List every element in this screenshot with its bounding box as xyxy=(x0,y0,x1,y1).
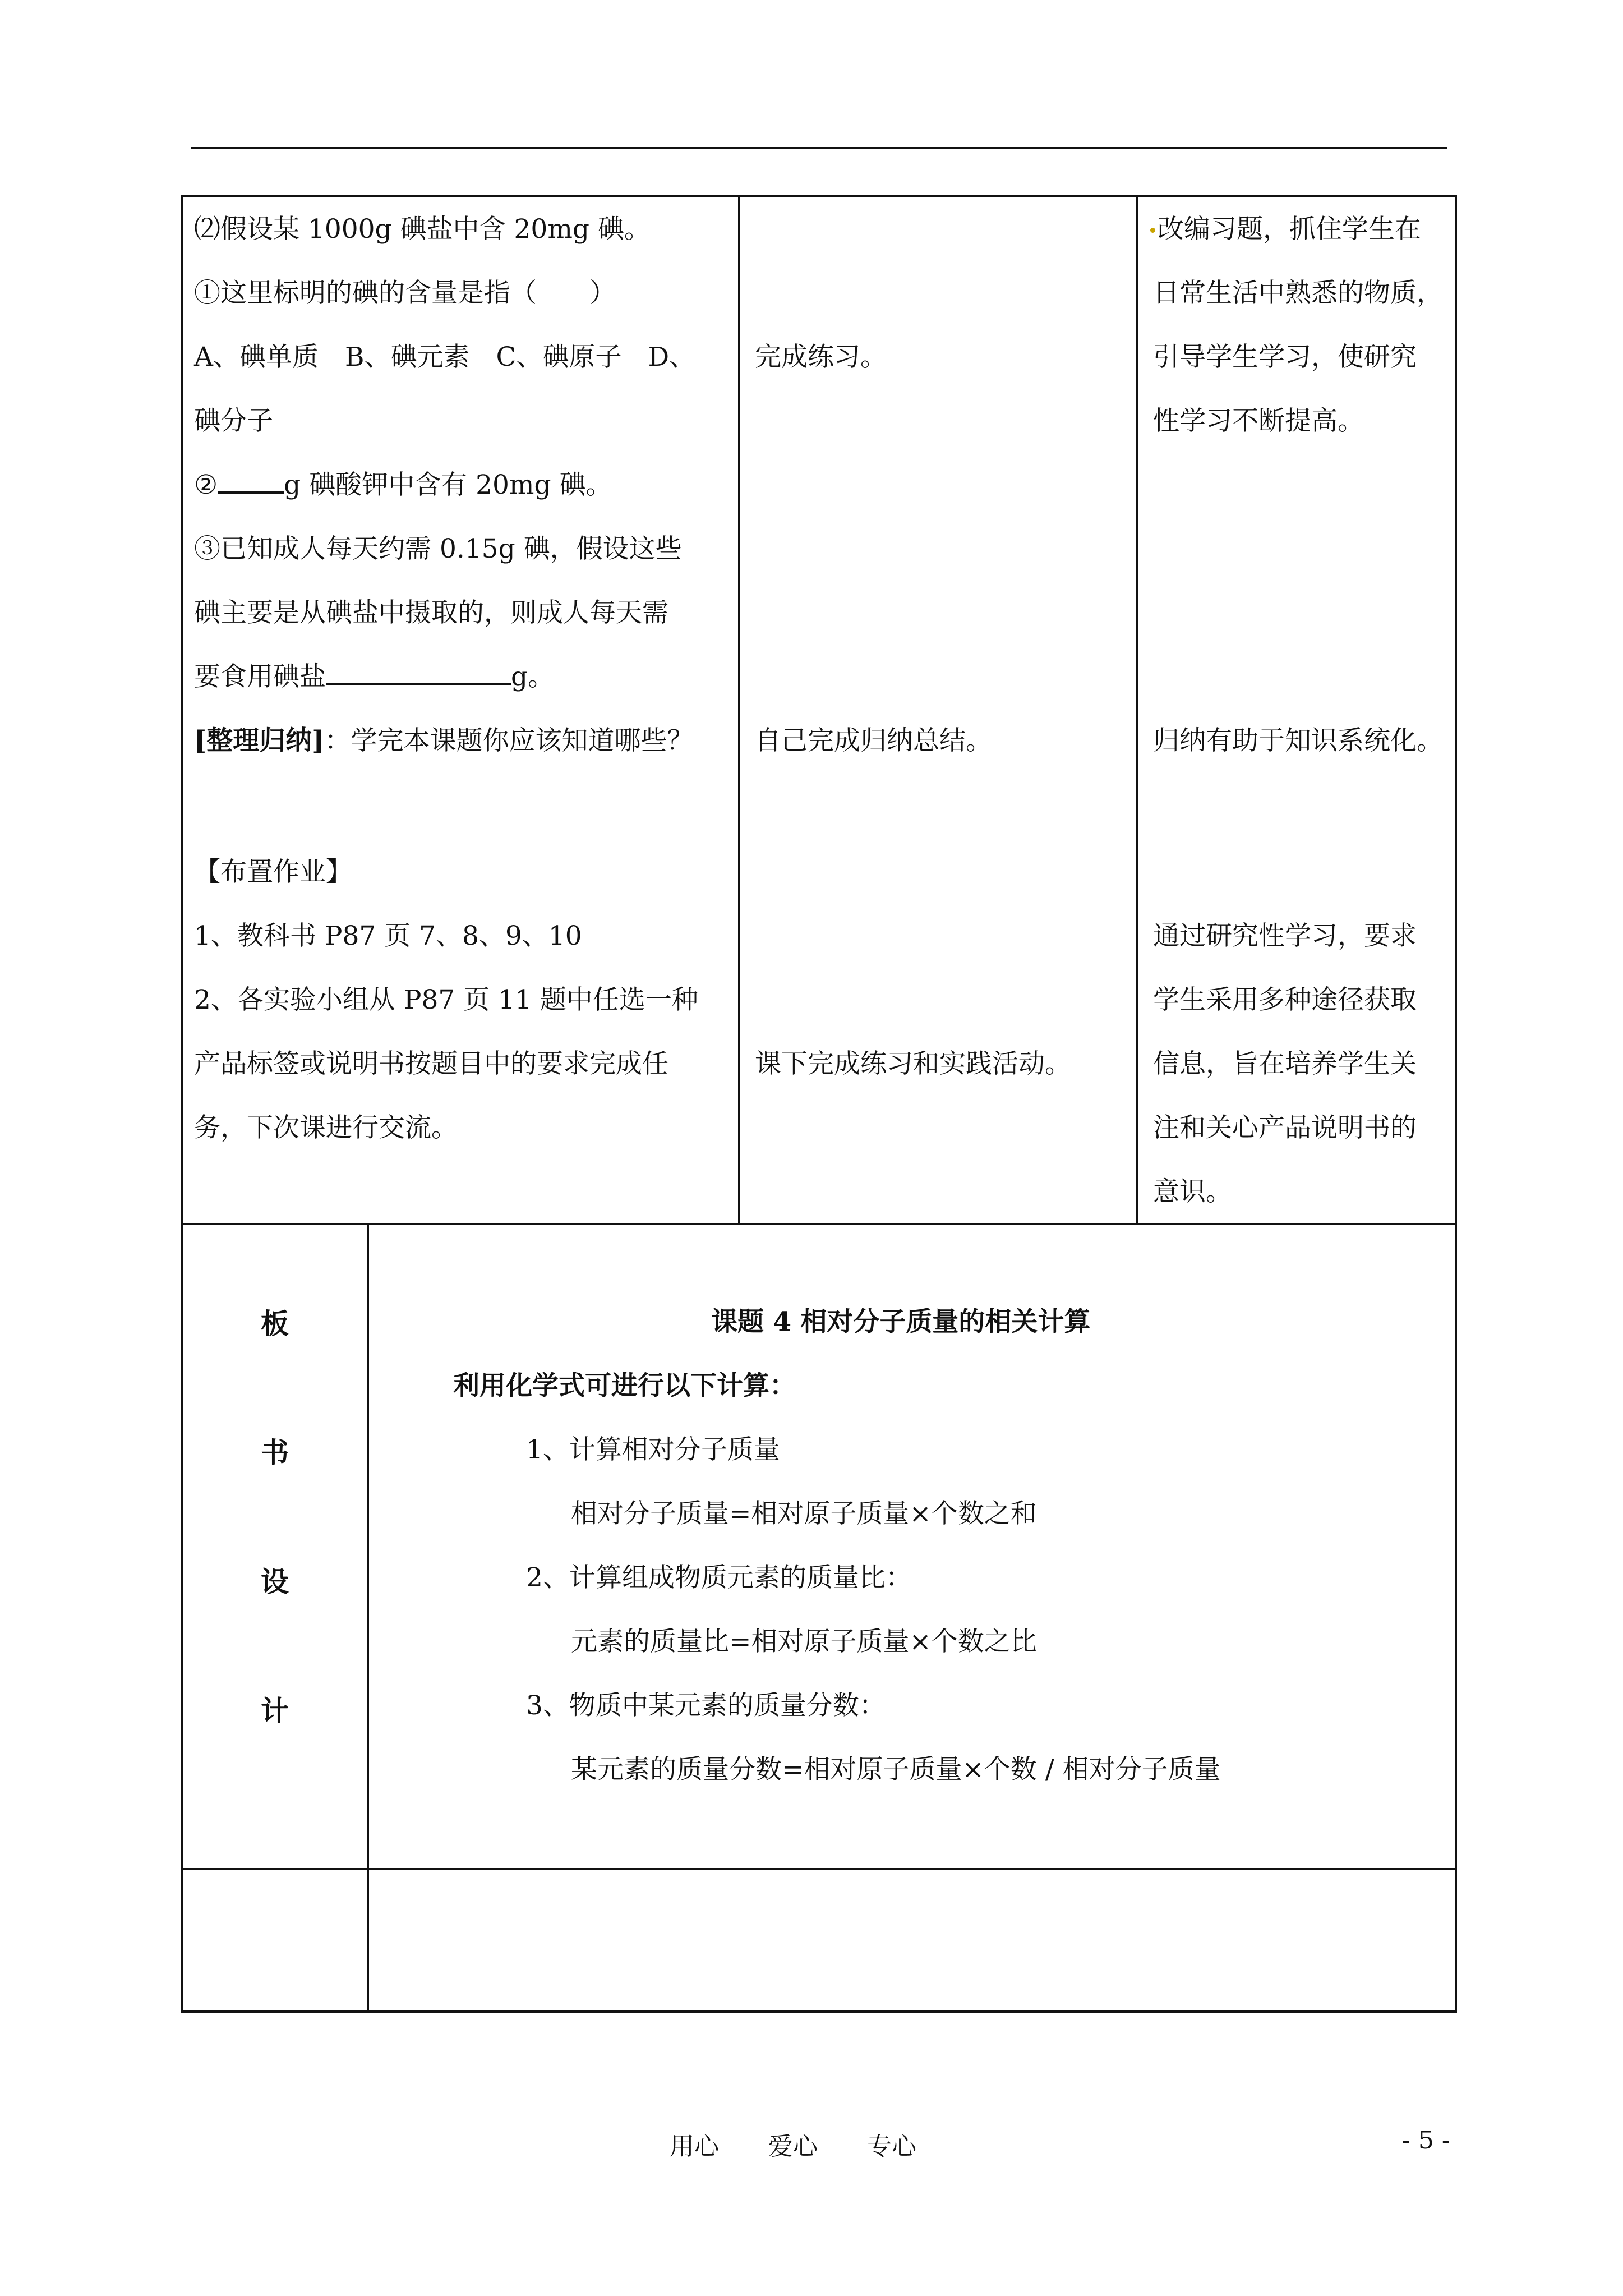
answer-blank xyxy=(326,652,511,685)
text-line: ⑵假设某 1000g 碘盐中含 20mg 碘。 xyxy=(194,214,651,245)
summary-text: ：学完本课题你应该知道哪些？ xyxy=(324,725,694,756)
footer-word: 爱心 xyxy=(768,2132,818,2161)
summary-label: [整理归纳] xyxy=(194,725,325,756)
answer-blank xyxy=(218,460,284,494)
homework-item-2: 2、各实验小组从 P87 页 11 题中任选一种 xyxy=(194,984,698,1015)
homework-item-2-cont: 产品标签或说明书按题目中的要求完成任 xyxy=(194,1048,668,1079)
student-activity-1: 完成练习。 xyxy=(755,342,887,372)
design-intent-1-cont: 日常生活中熟悉的物质， xyxy=(1153,278,1443,309)
table-border-left xyxy=(181,195,183,2013)
question-2 xyxy=(194,453,612,517)
student-activity-2: 自己完成归纳总结。 xyxy=(755,725,992,756)
row-divider-2 xyxy=(181,1868,1457,1870)
summary-line xyxy=(194,709,693,773)
design-intent-1-end: 性学习不断提高。 xyxy=(1153,406,1364,436)
question-2-prefix: ② xyxy=(194,470,218,500)
marker-dot xyxy=(1150,228,1155,233)
page-number: - 5 - xyxy=(1402,2126,1450,2155)
board-formula-2: 元素的质量比=相对原子质量×个数之比 xyxy=(571,1626,1037,1657)
student-activity-3: 课下完成练习和实践活动。 xyxy=(755,1048,1071,1079)
question-3-prefix: 要食用碘盐 xyxy=(194,661,326,692)
homework-item-2-end: 务，下次课进行交流。 xyxy=(194,1112,458,1143)
board-label-char: 计 xyxy=(261,1694,289,1727)
footer-word: 专心 xyxy=(867,2132,916,2161)
question-options: A、碘单质 B、碘元素 C、碘原子 D、 xyxy=(194,342,696,372)
design-intent-2: 归纳有助于知识系统化。 xyxy=(1153,725,1443,756)
design-intent-3-end: 意识。 xyxy=(1153,1176,1232,1207)
board-item-3: 3、物质中某元素的质量分数： xyxy=(526,1690,886,1721)
board-label-char: 板 xyxy=(261,1307,289,1340)
table-border-right xyxy=(1455,195,1457,2013)
board-item-2: 2、计算组成物质元素的质量比： xyxy=(526,1562,912,1593)
question-3: ③已知成人每天约需 0.15g 碘，假设这些 xyxy=(194,533,682,564)
homework-title: 【布置作业】 xyxy=(194,857,352,887)
board-label-char: 书 xyxy=(261,1436,289,1469)
question-3-cont: 碘主要是从碘盐中摄取的，则成人每天需 xyxy=(194,597,668,628)
board-formula-3: 某元素的质量分数=相对原子质量×个数 / 相对分子质量 xyxy=(571,1754,1221,1785)
design-intent-1-cont: 引导学生学习，使研究 xyxy=(1153,342,1417,372)
row-divider-1 xyxy=(181,1223,1457,1225)
col-divider-2 xyxy=(1136,195,1138,1224)
question-2-suffix: g 碘酸钾中含有 20mg 碘。 xyxy=(284,470,612,500)
design-intent-3-cont: 信息，旨在培养学生关 xyxy=(1153,1048,1417,1079)
question-3-suffix: g。 xyxy=(511,661,555,692)
question-3-end xyxy=(194,645,554,709)
design-intent-3: 通过研究性学习，要求 xyxy=(1153,921,1417,951)
board-label-char: 设 xyxy=(261,1565,289,1598)
board-intro: 利用化学式可进行以下计算： xyxy=(453,1370,796,1401)
design-intent-3-cont: 学生采用多种途径获取 xyxy=(1153,984,1417,1015)
footer-word: 用心 xyxy=(670,2132,719,2161)
table-border-bottom xyxy=(181,2010,1457,2013)
question-options-cont: 碘分子 xyxy=(194,406,273,436)
board-item-1: 1、计算相对分子质量 xyxy=(526,1434,780,1465)
board-title: 课题 4 相对分子质量的相关计算 xyxy=(711,1306,1091,1337)
design-intent-1: 改编习题，抓住学生在 xyxy=(1158,214,1421,245)
design-intent-3-cont: 注和关心产品说明书的 xyxy=(1153,1112,1417,1143)
header-rule xyxy=(191,147,1447,149)
homework-item-1: 1、教科书 P87 页 7、8、9、10 xyxy=(194,921,582,951)
col-divider-1 xyxy=(738,195,740,1224)
question-prompt: ①这里标明的碘的含量是指（ ） xyxy=(194,278,616,309)
board-formula-1: 相对分子质量=相对原子质量×个数之和 xyxy=(571,1498,1037,1529)
